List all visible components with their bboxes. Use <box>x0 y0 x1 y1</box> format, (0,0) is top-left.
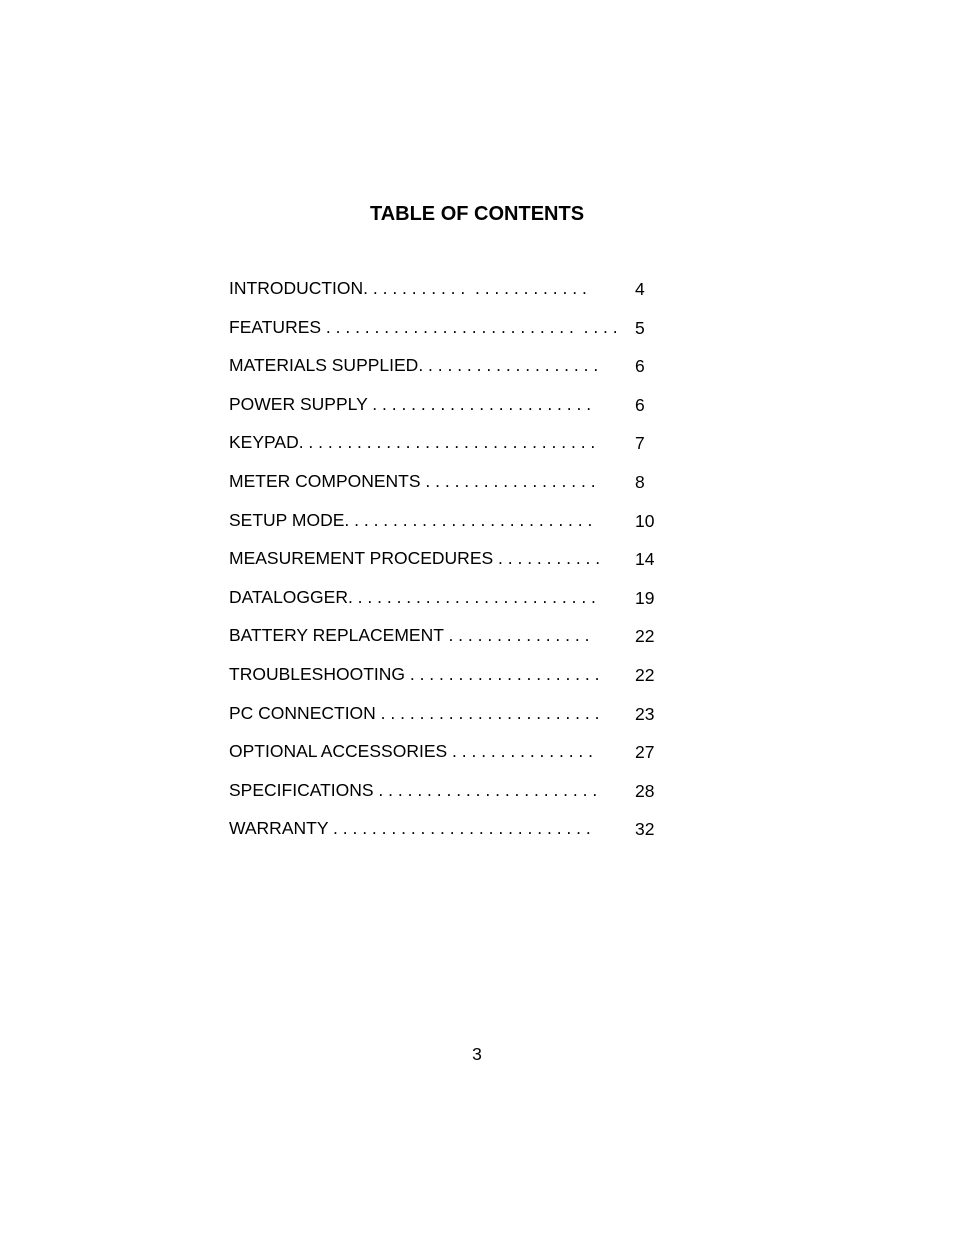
toc-entry-label: OPTIONAL ACCESSORIES . . . . . . . . . . . . . . . <box>229 741 594 762</box>
toc-entry-page: 4 <box>635 279 645 299</box>
toc-entry-label: TROUBLESHOOTING . . . . . . . . . . . . . . . . . . . . <box>229 663 600 684</box>
toc-entry <box>229 585 669 624</box>
toc-entry <box>229 353 669 392</box>
toc-entry-page: 23 <box>635 703 655 724</box>
toc-entry <box>229 662 669 701</box>
toc-entry-page: 6 <box>635 356 645 377</box>
toc-entry <box>229 816 669 855</box>
toc-entry-page: 14 <box>635 549 655 570</box>
toc-entry-label: DATALOGGER. . . . . . . . . . . . . . . . . . . . . . . . . . <box>229 586 596 607</box>
toc-entry-page: 5 <box>635 317 645 338</box>
toc-entry <box>229 623 669 662</box>
toc-entry-label: MATERIALS SUPPLIED. . . . . . . . . . . . . . . . . . . <box>229 355 599 376</box>
toc-entry <box>229 546 669 585</box>
toc-entry-label: SETUP MODE. . . . . . . . . . . . . . . . . . . . . . . . . . <box>229 509 593 530</box>
toc-entry-page: 10 <box>635 510 655 531</box>
toc-entry <box>229 276 669 315</box>
toc-entry <box>229 701 669 740</box>
toc-entry <box>229 739 669 778</box>
toc-entry <box>229 315 669 354</box>
toc-entry-page: 28 <box>635 780 655 801</box>
toc-entry-label: KEYPAD. . . . . . . . . . . . . . . . . . . . . . . . . . . . . . . <box>229 432 596 453</box>
toc-entry-label: POWER SUPPLY . . . . . . . . . . . . . . . . . . . . . . . <box>229 393 592 414</box>
toc-list <box>229 276 669 855</box>
toc-entry-page: 22 <box>635 626 655 647</box>
toc-entry-label: BATTERY REPLACEMENT . . . . . . . . . . . . . . . <box>229 625 590 646</box>
toc-entry-page: 32 <box>635 819 655 840</box>
toc-entry-page: 6 <box>635 394 645 415</box>
toc-entry-label: MEASUREMENT PROCEDURES . . . . . . . . . . . <box>229 548 601 569</box>
page-number: 3 <box>472 1044 482 1064</box>
toc-entry <box>229 469 669 508</box>
toc-entry <box>229 392 669 431</box>
toc-entry-page: 19 <box>635 587 655 608</box>
toc-entry <box>229 430 669 469</box>
toc-entry-page: 22 <box>635 664 655 685</box>
toc-entry-page: 27 <box>635 742 655 763</box>
toc-entry <box>229 778 669 817</box>
toc-entry <box>229 508 669 547</box>
toc-entry-label: FEATURES . . . . . . . . . . . . . . . . . . . . . . . . . . . . . . <box>229 316 618 337</box>
toc-entry-page: 7 <box>635 433 645 454</box>
toc-entry-label: WARRANTY . . . . . . . . . . . . . . . . . . . . . . . . . . . <box>229 818 591 839</box>
toc-entry-label: INTRODUCTION. . . . . . . . . . . . . . . . . . . . . . . <box>229 278 587 298</box>
toc-entry-label: METER COMPONENTS . . . . . . . . . . . . . . . . . . <box>229 470 596 491</box>
toc-entry-label: PC CONNECTION . . . . . . . . . . . . . . . . . . . . . . . <box>229 702 600 723</box>
toc-title: TABLE OF CONTENTS <box>369 203 585 225</box>
toc-entry-page: 8 <box>635 471 645 492</box>
toc-entry-label: SPECIFICATIONS . . . . . . . . . . . . . . . . . . . . . . . <box>229 779 598 800</box>
